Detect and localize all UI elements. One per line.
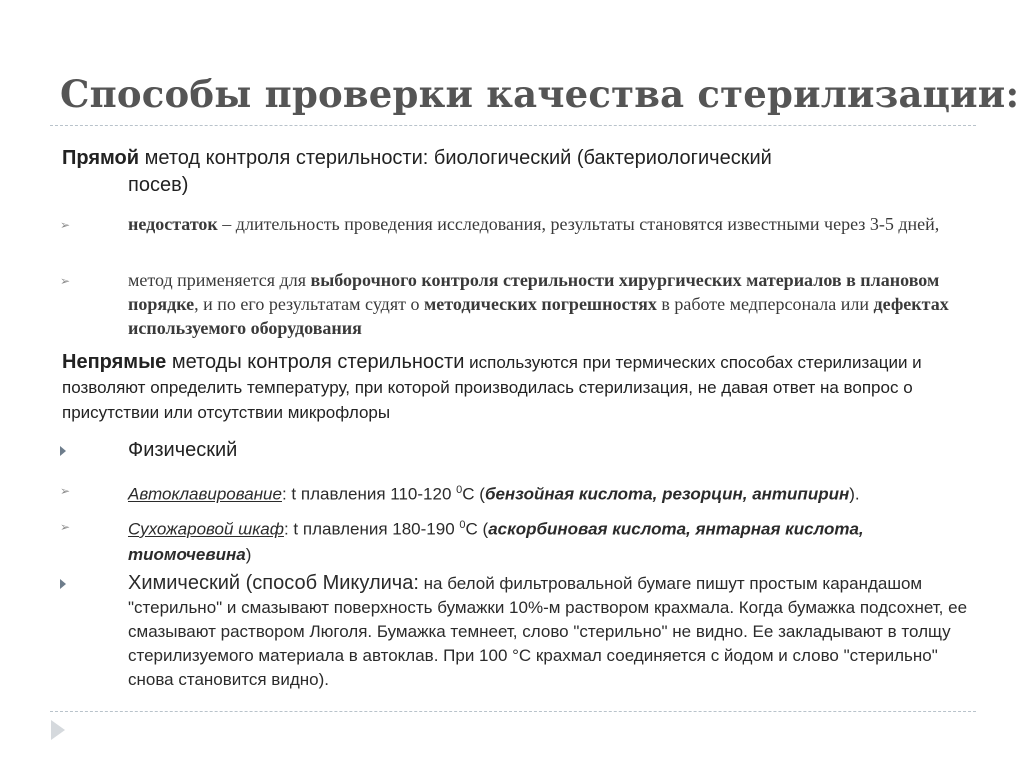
- autoclave-text-1: : t плавления 110-120: [281, 484, 457, 504]
- usage-item: [128, 268, 958, 340]
- footer-divider: [50, 711, 976, 712]
- usage-text-1: метод применяется для: [128, 270, 311, 290]
- chemical-item: [128, 571, 968, 692]
- title-divider: [50, 125, 976, 126]
- physical-label: Физический: [128, 439, 238, 461]
- autoclave-item: [128, 478, 968, 507]
- direct-method-text: метод контроля стерильности: биологический (бактериологический: [139, 147, 772, 169]
- usage-text-2: , и по его результатам судят о: [194, 294, 424, 314]
- drawback-bold: недостаток: [128, 214, 218, 234]
- usage-bold-1: выборочного контроля стерильности хирургических материалов в плановом порядке: [128, 270, 940, 314]
- autoclave-name: Автоклавирование: [128, 484, 282, 504]
- direct-method-paragraph: [62, 145, 942, 199]
- chemical-text: на белой фильтровальной бумаге пишут простым карандашом "стерильно" и смазывают поверхность бумажки 10%-м раствором крахмала. Когда бумажка подсохнет, ее смазывают раствором Люголя. Бумажка темнеет, слово "стерильно" не видно. Ее закладывают в толщу стерилизуемого материала в автоклав. При 100 °С крахмал соединяется с йодом и слово "стерильно" снова становится видно).: [128, 574, 968, 689]
- indirect-method-text: используются при термических способах стерилизации и позволяют определить температуру, при которой производилась стерилизация, не давая ответ на вопрос о присутствии или отсутствии микрофлоры: [62, 353, 922, 422]
- dryheat-text-2: С (: [465, 519, 489, 539]
- dryheat-chemicals: аскорбиновая кислота, янтарная кислота, тиомочевина: [128, 519, 864, 564]
- autoclave-degree: 0: [456, 484, 463, 496]
- usage-text-3: в работе медперсонала или: [656, 294, 874, 314]
- indirect-method-big: методы контроля стерильности: [166, 351, 465, 373]
- direct-method-bold: Прямой: [62, 147, 140, 169]
- chemical-bullet-icon: [60, 579, 66, 589]
- dryheat-text-1: : t плавления 180-190: [283, 519, 460, 539]
- usage-bold-2: методических погрешностях: [423, 294, 657, 314]
- drawback-bullet-icon: ➢: [60, 218, 71, 232]
- chemical-big: Химический (способ Микулича:: [128, 572, 419, 594]
- autoclave-text-2: С (: [462, 484, 485, 504]
- autoclave-chemicals: бензойная кислота, резорцин, антипирин: [484, 484, 850, 504]
- direct-method-line2: посев): [128, 174, 189, 196]
- autoclave-text-3: ).: [849, 484, 860, 504]
- usage-bold-3: дефектах используемого оборудования: [128, 294, 949, 338]
- indirect-method-paragraph: [62, 350, 942, 425]
- drawback-text: – длительность проведения исследования, результаты становятся известными через 3-5 дней,: [217, 214, 940, 234]
- corner-arrow-icon: [51, 720, 65, 740]
- physical-bullet-icon: [60, 446, 66, 456]
- dryheat-bullet-icon: ➢: [60, 520, 71, 534]
- drawback-item: [128, 212, 958, 236]
- slide-title: Способы проверки качества стерилизации:: [60, 72, 1020, 116]
- autoclave-bullet-icon: ➢: [60, 484, 71, 498]
- dryheat-text-3: ): [245, 544, 252, 564]
- dryheat-name: Сухожаровой шкаф: [128, 519, 284, 539]
- usage-bullet-icon: ➢: [60, 274, 71, 288]
- dryheat-degree: 0: [459, 519, 466, 531]
- dryheat-item: [128, 513, 968, 567]
- indirect-method-bold: Непрямые: [62, 351, 167, 373]
